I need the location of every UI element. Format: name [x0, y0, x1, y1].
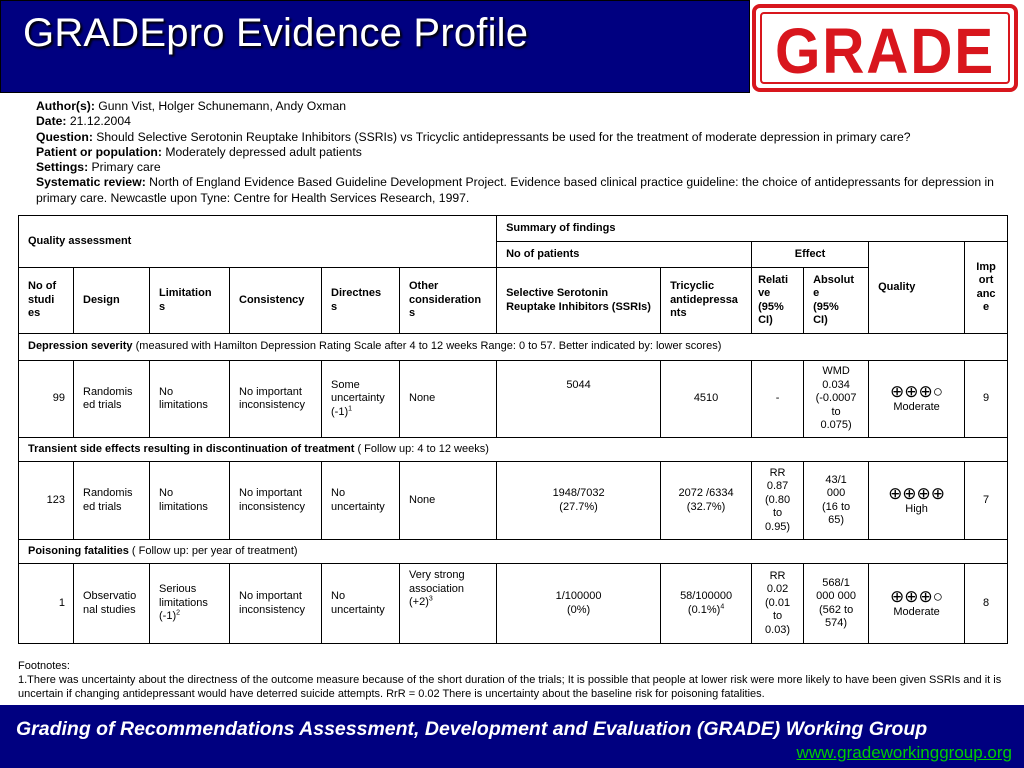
quality-label: Moderate: [893, 605, 940, 618]
cell-absolute: WMD 0.034 (-0.0007 to 0.075): [804, 361, 869, 438]
quality-assessment-header: Quality assessment: [19, 216, 497, 268]
col-design: Design: [74, 268, 150, 334]
cell-ssri: 1/100000 (0%): [497, 564, 661, 644]
cell-limitations: Serious limitations $(-1)^2$: [150, 564, 230, 644]
cell-importance: 7: [965, 462, 1008, 540]
systematic-review: North of England Evidence Based Guideline Development Project. Evidence based clinical practice guideline: the choice of antidepressants for depression in primary care. Newcastle upon Tyne: Centre for Health Services Research, 1997.: [36, 175, 994, 205]
col-ssri: Selective Serotonin Reuptake Inhibitors (SSRIs): [497, 268, 661, 334]
summary-of-findings-header: Summary of findings: [497, 216, 1008, 242]
table-row: [19, 361, 1008, 438]
review-label: Systematic review:: [36, 175, 146, 190]
cell-directness: No uncertainty: [322, 564, 400, 644]
footnote-ref: 2: [176, 609, 181, 617]
cell-relative: RR 0.02 (0.01 to 0.03): [752, 564, 804, 644]
section-depression-severity: [19, 334, 1008, 361]
table-row: [19, 564, 1008, 644]
footnote-ref: 1: [348, 405, 353, 413]
cell-tricyclic: 58/100000 $(0.1\%)^4$: [661, 564, 752, 644]
cell-other: None: [400, 361, 497, 438]
effect-header: Effect: [752, 242, 869, 268]
page-title: GRADEpro Evidence Profile: [23, 11, 529, 55]
section-title: Depression severity: [28, 340, 133, 353]
cell-relative: -: [752, 361, 804, 438]
section-transient-side-effects: [19, 438, 1008, 462]
cell-absolute: 43/1 000 (16 to 65): [804, 462, 869, 540]
col-relative: Relati ve (95% CI): [752, 268, 804, 334]
question: Should Selective Serotonin Reuptake Inhibitors (SSRIs) vs Tricyclic antidepressants be used for the treatment of moderate depression in primary care?: [96, 129, 911, 144]
cell-directness: Some uncertainty $(-1)^1$: [322, 361, 400, 438]
quality-label: Moderate: [893, 401, 940, 414]
grade-logo-image: [752, 3, 1020, 93]
cell-other: None: [400, 462, 497, 540]
cell-quality: [869, 361, 965, 438]
col-consistency: Consistency: [230, 268, 322, 334]
section-subtitle: (measured with Hamilton Depression Rating Scale after 4 to 12 weeks Range: 0 to 57. Better indicated by: lower scores): [132, 340, 722, 353]
table-row: [19, 462, 1008, 540]
cell-studies: 99: [19, 361, 74, 438]
no-of-patients-header: No of patients: [497, 242, 752, 268]
cell-design: Observatio nal studies: [74, 564, 150, 644]
footnote-ref: 3: [428, 595, 433, 603]
footer-banner: [0, 705, 1024, 768]
section-subtitle: ( Follow up: 4 to 12 weeks): [354, 442, 489, 455]
cell-ssri: 1948/7032 (27.7%): [497, 462, 661, 540]
section-title: Transient side effects resulting in discontinuation of treatment: [28, 442, 355, 455]
footnotes-heading: Footnotes:: [18, 660, 70, 672]
quality-rating-icon: ⊕⊕⊕○: [890, 382, 944, 402]
quality-label: High: [905, 502, 928, 515]
authors: Gunn Vist, Holger Schunemann, Andy Oxman: [98, 99, 347, 113]
cell-design: Randomis ed trials: [74, 462, 150, 540]
cell-importance: 9: [965, 361, 1008, 438]
evidence-profile-table: [18, 215, 1008, 644]
settings-label: Settings:: [36, 160, 89, 175]
cell-ssri: 5044: [497, 361, 661, 438]
cell-design: Randomis ed trials: [74, 361, 150, 438]
importance-header: Imp ort anc e: [965, 242, 1008, 334]
svg-text:GRADE: GRADE: [775, 15, 995, 87]
footnote-ref: 4: [720, 602, 725, 610]
cell-quality: [869, 564, 965, 644]
population: Moderately depressed adult patients: [165, 144, 362, 159]
section-subtitle: ( Follow up: per year of treatment): [128, 544, 298, 557]
website-link[interactable]: www.gradeworkinggroup.org: [796, 743, 1012, 762]
cell-tricyclic: 4510: [661, 361, 752, 438]
cell-consistency: No important inconsistency: [230, 564, 322, 644]
cell-directness: No uncertainty: [322, 462, 400, 540]
cell-importance: 8: [965, 564, 1008, 644]
quality-header: Quality: [869, 242, 965, 334]
col-tricyclic: Tricyclic antidepressa nts: [661, 268, 752, 334]
footnotes-text: 1.There was uncertainty about the directness of the outcome measure because of the short duration of the trials; It is possible that people at lower risk were more likely to have been given SSRIs and it is uncertain if changing antidepressant would have deterred suicide attempts. RrR = 0.02 There is uncertainty about the baseline risk for poisoning fatalities.: [18, 674, 1002, 700]
question-label: Question:: [36, 129, 93, 144]
quality-rating-icon: ⊕⊕⊕○: [890, 586, 944, 606]
col-limitations: Limitation s: [150, 268, 230, 334]
cell-limitations: No limitations: [150, 361, 230, 438]
cell-studies: 123: [19, 462, 74, 540]
population-label: Patient or population:: [36, 144, 162, 159]
col-no-of-studies: No of studi es: [19, 268, 74, 334]
section-poisoning-fatalities: [19, 540, 1008, 564]
footnotes: [18, 659, 1013, 701]
grade-logo: [750, 0, 1024, 93]
cell-other: Very strong association $(+2)^3$: [400, 564, 497, 644]
cell-quality: [869, 462, 965, 540]
cell-tricyclic: 2072 /6334 (32.7%): [661, 462, 752, 540]
col-other-considerations: Other consideration s: [400, 268, 497, 334]
authors-label: Author(s):: [36, 99, 95, 113]
col-directness: Directnes s: [322, 268, 400, 334]
footer-organization: Grading of Recommendations Assessment, Development and Evaluation (GRADE) Working Group: [16, 718, 928, 740]
date: 21.12.2004: [69, 114, 131, 129]
quality-rating-icon: ⊕⊕⊕⊕: [888, 483, 946, 503]
cell-consistency: No important inconsistency: [230, 462, 322, 540]
cell-absolute: 568/1 000 000 (562 to 574): [804, 564, 869, 644]
cell-consistency: No important inconsistency: [230, 361, 322, 438]
cell-relative: RR 0.87 (0.80 to 0.95): [752, 462, 804, 540]
profile-metadata: [36, 99, 996, 206]
section-title: Poisoning fatalities: [28, 544, 129, 557]
cell-limitations: No limitations: [150, 462, 230, 540]
date-label: Date:: [36, 114, 67, 129]
title-banner: [0, 0, 750, 93]
cell-studies: 1: [19, 564, 74, 644]
settings: Primary care: [91, 160, 161, 175]
col-absolute: Absolut e (95% CI): [804, 268, 869, 334]
